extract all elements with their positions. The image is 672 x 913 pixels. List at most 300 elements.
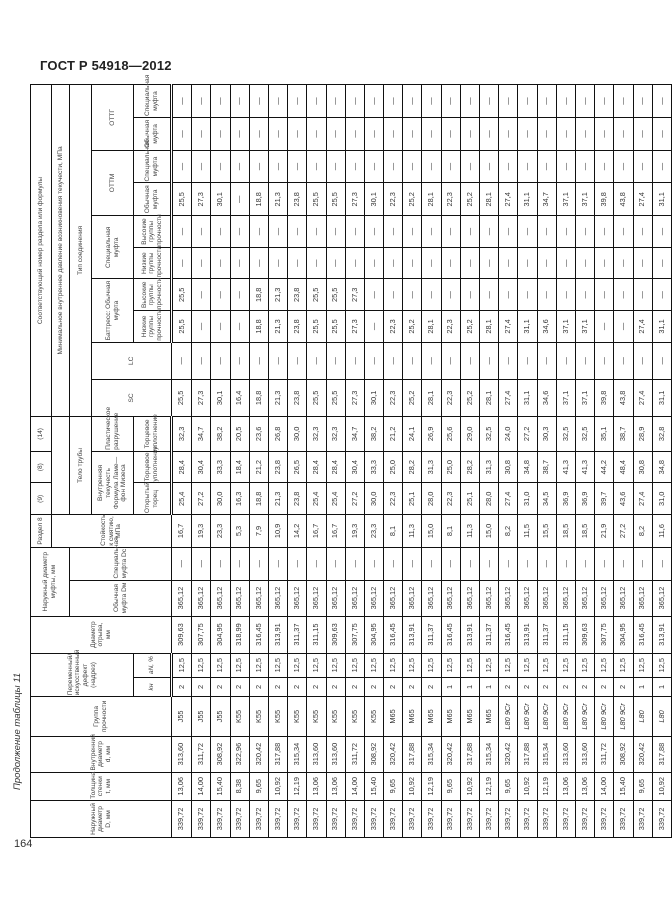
- cell-collapse: 19,3: [192, 515, 211, 548]
- cell-open: 31,0: [518, 483, 537, 515]
- min-pressure-left: [52, 416, 70, 514]
- cell-lc: —: [288, 342, 307, 379]
- cell-plastic: 32,5: [480, 416, 499, 451]
- cell-b_sp_low: —: [614, 247, 633, 279]
- cell-open: 16,3: [230, 483, 249, 515]
- cell-D: 339,72: [172, 800, 192, 837]
- cell-b_reg_low: —: [595, 311, 614, 343]
- cell-kn: 2: [307, 677, 326, 697]
- cell-sc: 25,5: [326, 379, 345, 416]
- cell-b_reg_high: 25,5: [172, 279, 192, 311]
- cell-lc: —: [268, 342, 287, 379]
- cell-lc: —: [345, 342, 364, 379]
- cell-ottg_reg: —: [441, 118, 460, 151]
- table-row: [307, 85, 326, 838]
- cell-dc: —: [556, 547, 575, 580]
- cell-b_sp_high: —: [499, 216, 518, 248]
- cell-kn: 1: [633, 677, 652, 697]
- cell-t: 12,19: [480, 772, 499, 800]
- cell-b_sp_low: —: [211, 247, 230, 279]
- cell-ottm_reg: 25,2: [403, 183, 422, 216]
- cell-b_reg_high: —: [230, 279, 249, 311]
- cell-b_sp_high: —: [268, 216, 287, 248]
- cell-sc: 30,1: [364, 379, 383, 416]
- cell-d: 320,42: [441, 736, 460, 772]
- cell-grade: L80 9Cr: [556, 697, 575, 736]
- cell-sc: 37,1: [575, 379, 594, 416]
- cell-sc: 28,1: [480, 379, 499, 416]
- cell-dm: 365,12: [326, 580, 345, 616]
- cell-dm: 365,12: [652, 580, 671, 616]
- cell-b_sp_high: —: [384, 216, 403, 248]
- cell-seal: 28,2: [460, 451, 479, 483]
- cell-plastic: 25,6: [441, 416, 460, 451]
- col-coupling-od: Наружный диаметр муфты, мм: [31, 547, 70, 616]
- cell-b_reg_low: —: [364, 311, 383, 343]
- cell-ottm_sp: —: [230, 150, 249, 183]
- cell-b_sp_low: —: [518, 247, 537, 279]
- cell-d: 308,92: [614, 736, 633, 772]
- cell-dc: —: [268, 547, 287, 580]
- cell-an: 12,5: [403, 653, 422, 677]
- cell-plastic: 32,3: [172, 416, 192, 451]
- cell-grade: K55: [230, 697, 249, 736]
- col-b-reg-low: Низкие группы прочности: [134, 311, 172, 343]
- cell-dc: —: [575, 547, 594, 580]
- cell-grade: K55: [364, 697, 383, 736]
- cell-t: 12,19: [537, 772, 556, 800]
- cell-open: 36,9: [556, 483, 575, 515]
- table-row: [499, 85, 518, 838]
- cell-ottg_sp: —: [172, 85, 192, 118]
- cell-drift: 307,75: [192, 616, 211, 653]
- cell-d: 308,92: [364, 736, 383, 772]
- table-row: [345, 85, 364, 838]
- cell-sc: 18,8: [249, 379, 268, 416]
- cell-ottg_sp: —: [518, 85, 537, 118]
- cell-drift: 316,45: [249, 616, 268, 653]
- cell-grade: M65: [403, 697, 422, 736]
- cell-ottm_sp: —: [384, 150, 403, 183]
- cell-b_reg_high: 21,3: [268, 279, 287, 311]
- cell-seal: 25,0: [441, 451, 460, 483]
- cell-b_sp_high: —: [480, 216, 499, 248]
- col-open-end: Открытый торец: [134, 483, 172, 515]
- cell-b_sp_high: —: [460, 216, 479, 248]
- cell-an: 12,5: [268, 653, 287, 677]
- cell-b_reg_low: 22,3: [384, 311, 403, 343]
- cell-ottg_sp: —: [422, 85, 441, 118]
- cell-t: 14,00: [192, 772, 211, 800]
- cell-t: 12,19: [288, 772, 307, 800]
- cell-dc: —: [230, 547, 249, 580]
- cell-open: 22,3: [384, 483, 403, 515]
- cell-plastic: 29,0: [460, 416, 479, 451]
- cell-ottm_sp: —: [288, 150, 307, 183]
- cell-drift: 316,45: [633, 616, 652, 653]
- cell-drift: 311,37: [422, 616, 441, 653]
- cell-plastic: 28,9: [633, 416, 652, 451]
- cell-ottm_sp: —: [345, 150, 364, 183]
- cell-seal: 23,8: [268, 451, 287, 483]
- cell-b_reg_low: 25,2: [403, 311, 422, 343]
- cell-sc: 27,3: [192, 379, 211, 416]
- cell-b_sp_low: —: [480, 247, 499, 279]
- cell-kn: 1: [460, 677, 479, 697]
- document-title: ГОСТ Р 54918—2012: [40, 58, 172, 73]
- cell-kn: 2: [345, 677, 364, 697]
- cell-drift: 316,45: [441, 616, 460, 653]
- cell-ottg_reg: —: [345, 118, 364, 151]
- cell-open: 23,8: [288, 483, 307, 515]
- cell-dc: —: [499, 547, 518, 580]
- cell-dc: —: [307, 547, 326, 580]
- cell-dm: 365,12: [499, 580, 518, 616]
- cell-b_reg_high: —: [575, 279, 594, 311]
- cell-ottg_reg: —: [460, 118, 479, 151]
- cell-grade: M65: [441, 697, 460, 736]
- cell-b_sp_low: —: [403, 247, 422, 279]
- cell-t: 10,92: [652, 772, 671, 800]
- cell-dc: —: [595, 547, 614, 580]
- cell-open: 21,3: [268, 483, 287, 515]
- cell-d: 313,60: [556, 736, 575, 772]
- cell-drift: 307,75: [345, 616, 364, 653]
- cell-d: 313,60: [172, 736, 192, 772]
- cell-kn: 2: [518, 677, 537, 697]
- cell-b_sp_high: —: [518, 216, 537, 248]
- cell-ottm_reg: 27,4: [633, 183, 652, 216]
- cell-b_sp_low: —: [230, 247, 249, 279]
- rotated-table-container: [30, 74, 666, 838]
- cell-b_sp_low: —: [364, 247, 383, 279]
- cell-b_sp_low: —: [192, 247, 211, 279]
- cell-t: 10,92: [268, 772, 287, 800]
- cell-grade: K55: [249, 697, 268, 736]
- cell-ottm_reg: 37,1: [556, 183, 575, 216]
- cell-ottg_sp: —: [384, 85, 403, 118]
- cell-ottm_sp: —: [249, 150, 268, 183]
- cell-b_sp_low: —: [384, 247, 403, 279]
- cell-b_sp_high: —: [288, 216, 307, 248]
- cell-D: 339,72: [460, 800, 479, 837]
- cell-ottm_reg: 27,3: [192, 183, 211, 216]
- cell-plastic: 32,3: [326, 416, 345, 451]
- cell-sc: 28,1: [422, 379, 441, 416]
- cell-b_reg_low: —: [192, 311, 211, 343]
- cell-collapse: 8,1: [441, 515, 460, 548]
- cell-b_sp_high: —: [537, 216, 556, 248]
- cell-ottm_reg: 22,3: [441, 183, 460, 216]
- cell-sc: 22,3: [441, 379, 460, 416]
- cell-ottm_reg: 25,5: [326, 183, 345, 216]
- cell-dm: 365,12: [403, 580, 422, 616]
- col-collapse: Стойкость к смятию, МПа: [52, 515, 172, 548]
- cell-collapse: 11,5: [518, 515, 537, 548]
- cell-b_sp_low: —: [537, 247, 556, 279]
- cell-dm: 365,12: [384, 580, 403, 616]
- cell-plastic: 24,0: [499, 416, 518, 451]
- cell-plastic: 23,6: [249, 416, 268, 451]
- cell-an: 12,5: [230, 653, 249, 677]
- cell-collapse: 21,9: [595, 515, 614, 548]
- cell-sc: 30,1: [211, 379, 230, 416]
- cell-an: 12,5: [595, 653, 614, 677]
- cell-lc: —: [403, 342, 422, 379]
- cell-ottm_reg: 31,1: [652, 183, 671, 216]
- cell-b_reg_low: 22,3: [441, 311, 460, 343]
- cell-dm: 365,12: [441, 580, 460, 616]
- cell-grade: K55: [288, 697, 307, 736]
- cell-grade: M65: [480, 697, 499, 736]
- cell-plastic: 32,8: [652, 416, 671, 451]
- cell-dc: —: [518, 547, 537, 580]
- cell-kn: 2: [384, 677, 403, 697]
- cell-an: 12,5: [633, 653, 652, 677]
- cell-lc: —: [633, 342, 652, 379]
- cell-grade: K55: [268, 697, 287, 736]
- cell-kn: 2: [288, 677, 307, 697]
- cell-collapse: 8,2: [633, 515, 652, 548]
- cell-ottg_sp: —: [268, 85, 287, 118]
- cell-d: 317,88: [652, 736, 671, 772]
- cell-ottg_sp: —: [537, 85, 556, 118]
- cell-lc: —: [422, 342, 441, 379]
- cell-drift: 313,91: [652, 616, 671, 653]
- cell-lc: —: [652, 342, 671, 379]
- cell-b_sp_high: —: [307, 216, 326, 248]
- cell-an: 12,5: [556, 653, 575, 677]
- cell-t: 9,65: [249, 772, 268, 800]
- col-strength-group: Группа прочности: [31, 697, 172, 736]
- cell-D: 339,72: [537, 800, 556, 837]
- col-b-reg-high: Высокие группы прочности: [134, 279, 172, 311]
- plastic-burst: Пластическое разрушение: [92, 416, 134, 451]
- cell-ottg_sp: —: [364, 85, 383, 118]
- cell-ottm_reg: 28,1: [422, 183, 441, 216]
- cell-an: 12,5: [211, 653, 230, 677]
- cell-plastic: 34,7: [192, 416, 211, 451]
- table-row: [172, 85, 192, 838]
- cell-kn: 2: [268, 677, 287, 697]
- cell-dm: 365,12: [575, 580, 594, 616]
- cell-drift: 311,37: [288, 616, 307, 653]
- internal-yield-formula: Внутренняя текучесть Формула Ламе—фон Мизеса: [92, 451, 134, 514]
- cell-lc: —: [460, 342, 479, 379]
- cell-b_sp_low: —: [595, 247, 614, 279]
- cell-sc: 43,8: [614, 379, 633, 416]
- cell-grade: M65: [384, 697, 403, 736]
- col-sc: SC: [92, 379, 172, 416]
- cell-dm: 365,12: [230, 580, 249, 616]
- cell-collapse: 14,2: [288, 515, 307, 548]
- cell-collapse: 18,5: [575, 515, 594, 548]
- col-wall-thickness: Толщина стенки t, мм: [31, 772, 172, 800]
- cell-seal: 28,4: [326, 451, 345, 483]
- table-caption: Продолжение таблицы 11: [12, 672, 23, 790]
- cell-b_sp_low: —: [345, 247, 364, 279]
- cell-b_reg_low: 27,4: [499, 311, 518, 343]
- ref-8: (8): [31, 451, 52, 483]
- cell-D: 339,72: [480, 800, 499, 837]
- cell-t: 9,65: [384, 772, 403, 800]
- cell-dc: —: [249, 547, 268, 580]
- cell-collapse: 16,7: [307, 515, 326, 548]
- cell-sc: 31,1: [652, 379, 671, 416]
- cell-D: 339,72: [288, 800, 307, 837]
- cell-t: 14,00: [595, 772, 614, 800]
- cell-dc: —: [537, 547, 556, 580]
- cell-seal: 38,7: [537, 451, 556, 483]
- cell-drift: 316,45: [384, 616, 403, 653]
- cell-ottg_reg: —: [307, 118, 326, 151]
- cell-lc: —: [556, 342, 575, 379]
- cell-drift: 313,91: [268, 616, 287, 653]
- cell-sc: 25,2: [403, 379, 422, 416]
- cell-an: 12,5: [575, 653, 594, 677]
- cell-seal: 25,0: [384, 451, 403, 483]
- cell-grade: M65: [460, 697, 479, 736]
- cell-seal: 41,3: [556, 451, 575, 483]
- cell-plastic: 24,1: [403, 416, 422, 451]
- cell-dc: —: [384, 547, 403, 580]
- cell-d: 320,42: [499, 736, 518, 772]
- cell-t: 13,06: [556, 772, 575, 800]
- cell-b_sp_low: —: [441, 247, 460, 279]
- cell-ottg_reg: —: [614, 118, 633, 151]
- cell-dm: 365,12: [633, 580, 652, 616]
- cell-b_sp_low: —: [575, 247, 594, 279]
- cell-ottg_sp: —: [403, 85, 422, 118]
- cell-grade: L80: [652, 697, 671, 736]
- cell-seal: 28,4: [307, 451, 326, 483]
- col-regular-coupling: Обычная муфта Dм: [70, 580, 172, 616]
- cell-collapse: 8,2: [499, 515, 518, 548]
- cell-drift: 311,37: [480, 616, 499, 653]
- cell-an: 12,5: [460, 653, 479, 677]
- cell-b_sp_high: —: [172, 216, 192, 248]
- cell-collapse: 23,3: [364, 515, 383, 548]
- cell-ottg_reg: —: [652, 118, 671, 151]
- cell-lc: —: [480, 342, 499, 379]
- cell-b_reg_high: —: [460, 279, 479, 311]
- cell-plastic: 34,7: [345, 416, 364, 451]
- cell-ottm_reg: 28,1: [480, 183, 499, 216]
- table-row: [249, 85, 268, 838]
- cell-seal: 30,4: [345, 451, 364, 483]
- cell-kn: 2: [326, 677, 345, 697]
- cell-D: 339,72: [441, 800, 460, 837]
- cell-kn: 2: [614, 677, 633, 697]
- cell-open: 22,3: [441, 483, 460, 515]
- col-ottm-regular: Обычная муфта: [134, 183, 172, 216]
- cell-ottm_sp: —: [326, 150, 345, 183]
- cell-b_reg_high: 27,3: [345, 279, 364, 311]
- cell-sc: 34,6: [537, 379, 556, 416]
- cell-ottm_sp: —: [403, 150, 422, 183]
- min-pressure-title: Минимальное внутреннее давление возникновения текучести, МПа: [52, 85, 70, 417]
- cell-ottg_reg: —: [230, 118, 249, 151]
- ref-14: (14): [31, 416, 52, 451]
- cell-lc: —: [249, 342, 268, 379]
- cell-t: 13,06: [326, 772, 345, 800]
- cell-plastic: 32,5: [575, 416, 594, 451]
- cell-an: 12,5: [652, 653, 671, 677]
- cell-ottg_reg: —: [172, 118, 192, 151]
- cell-d: 315,34: [480, 736, 499, 772]
- table-row: [633, 85, 652, 838]
- cell-drift: 311,15: [556, 616, 575, 653]
- cell-dc: —: [288, 547, 307, 580]
- cell-ottg_sp: —: [441, 85, 460, 118]
- cell-open: 30,0: [364, 483, 383, 515]
- cell-kn: 2: [364, 677, 383, 697]
- cell-open: 27,2: [192, 483, 211, 515]
- cell-grade: L80 9Cr: [518, 697, 537, 736]
- cell-ottg_reg: —: [499, 118, 518, 151]
- cell-collapse: 16,7: [326, 515, 345, 548]
- cell-seal: 44,2: [595, 451, 614, 483]
- connection-type: Тип соединения: [70, 85, 92, 417]
- cell-b_reg_low: —: [614, 311, 633, 343]
- cell-open: 25,4: [307, 483, 326, 515]
- cell-ottm_sp: —: [518, 150, 537, 183]
- cell-ottg_reg: —: [288, 118, 307, 151]
- cell-an: 12,5: [384, 653, 403, 677]
- cell-d: 315,34: [537, 736, 556, 772]
- cell-drift: 307,75: [595, 616, 614, 653]
- cell-open: 43,6: [614, 483, 633, 515]
- cell-ottg_sp: —: [288, 85, 307, 118]
- cell-ottg_sp: —: [460, 85, 479, 118]
- cell-sc: 31,1: [518, 379, 537, 416]
- cell-ottm_sp: —: [307, 150, 326, 183]
- cell-collapse: 18,5: [556, 515, 575, 548]
- cell-ottm_reg: 23,8: [288, 183, 307, 216]
- cell-b_sp_high: —: [345, 216, 364, 248]
- cell-collapse: 15,0: [480, 515, 499, 548]
- cell-ottg_reg: —: [249, 118, 268, 151]
- cell-ottg_reg: —: [268, 118, 287, 151]
- cell-t: 10,92: [460, 772, 479, 800]
- cell-D: 339,72: [384, 800, 403, 837]
- cell-ottm_reg: 30,1: [211, 183, 230, 216]
- cell-dm: 365,12: [518, 580, 537, 616]
- cell-d: 308,92: [211, 736, 230, 772]
- cell-ottm_sp: —: [652, 150, 671, 183]
- cell-b_sp_low: —: [652, 247, 671, 279]
- col-an: aN, %: [134, 653, 172, 677]
- cell-dm: 365,12: [211, 580, 230, 616]
- cell-b_reg_high: —: [480, 279, 499, 311]
- cell-lc: —: [595, 342, 614, 379]
- cell-D: 339,72: [249, 800, 268, 837]
- table-row: [268, 85, 287, 838]
- cell-kn: 1: [480, 677, 499, 697]
- cell-D: 339,72: [230, 800, 249, 837]
- cell-b_reg_low: 37,1: [556, 311, 575, 343]
- cell-b_reg_low: —: [211, 311, 230, 343]
- cell-drift: 309,63: [326, 616, 345, 653]
- cell-ottm_sp: —: [422, 150, 441, 183]
- cell-lc: —: [307, 342, 326, 379]
- cell-open: 27,4: [499, 483, 518, 515]
- cell-ottg_reg: —: [192, 118, 211, 151]
- cell-drift: 313,91: [403, 616, 422, 653]
- cell-drift: 304,95: [614, 616, 633, 653]
- cell-ottm_sp: —: [595, 150, 614, 183]
- col-drift-diameter: Диаметр отрыва, мм: [31, 616, 172, 653]
